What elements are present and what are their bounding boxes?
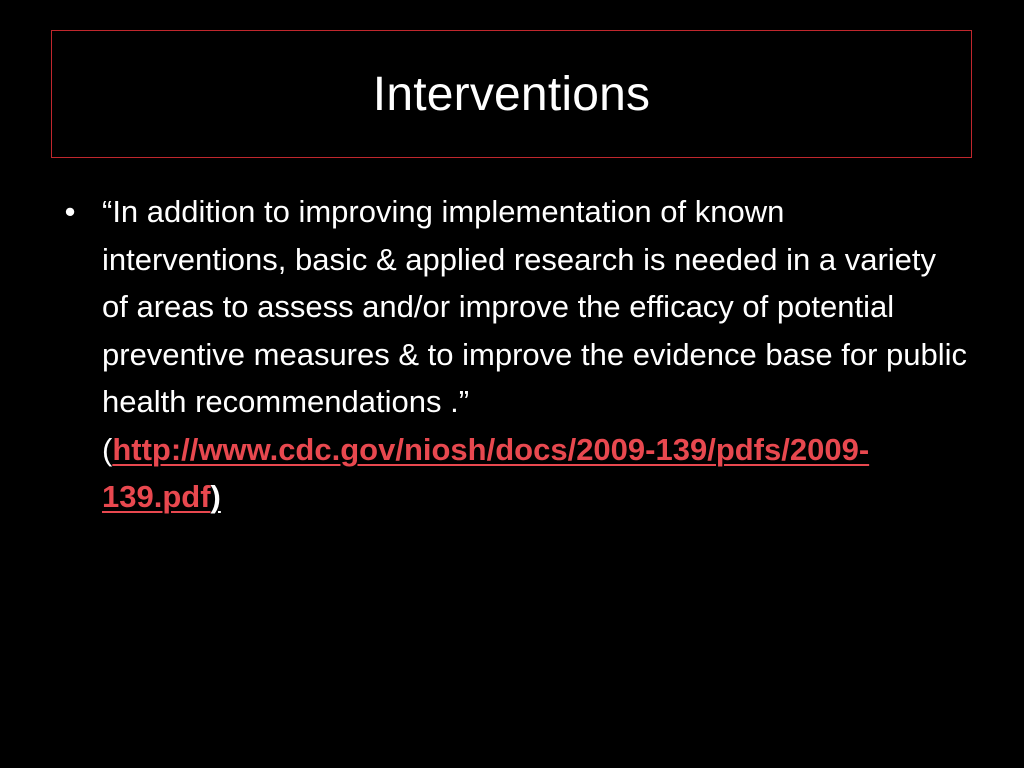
slide-title: Interventions <box>372 67 651 121</box>
title-box <box>51 30 972 158</box>
slide-body <box>60 188 970 521</box>
bullet-item <box>60 188 970 521</box>
paren-close: ) <box>210 479 221 514</box>
source-link[interactable]: http://www.cdc.gov/niosh/docs/2009-139/pdfs/2009-139.pdf <box>102 431 870 514</box>
quote-text: “In addition to improving implementation of known interventions, basic & applied research is needed in a variety of areas to assess and/or improve the efficacy of potential preventive measures & to improve the evidence base for public health recommendations .” <box>102 194 968 419</box>
bullet-marker: • <box>64 194 76 229</box>
paren-open: ( <box>102 431 113 467</box>
